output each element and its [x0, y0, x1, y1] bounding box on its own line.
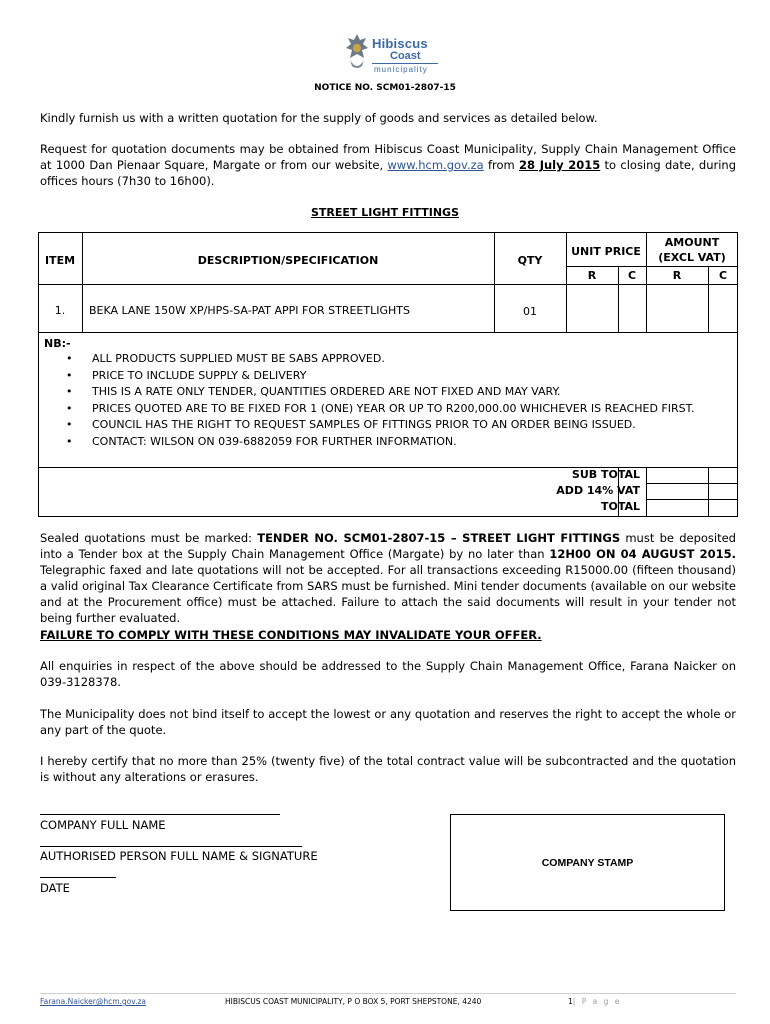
sub-total-label: SUB TOTAL: [571, 468, 640, 481]
row-qty: 01: [523, 305, 537, 318]
footer-email[interactable]: Farana.Naicker@hcm.gov.za: [40, 997, 147, 1006]
logo-divider: [372, 63, 438, 64]
header-amount: AMOUNT: [664, 236, 720, 249]
authorised-label: AUTHORISED PERSON FULL NAME & SIGNATURE: [40, 849, 318, 863]
intro-paragraph: Kindly furnish us with a written quotation for the supply of goods and services as detailed below.: [40, 111, 598, 125]
header-amount-r: R: [672, 269, 682, 282]
request-text-1: Request for quotation documents may be obtained from Hibiscus Coast Municipality, Supply Chain Management Office at 1000 Dan Pienaar Square, Margate or from our website,: [40, 142, 736, 172]
page-label: | P a g e: [572, 997, 622, 1006]
row-item: 1.: [54, 304, 66, 317]
section-title: STREET LIGHT FITTINGS: [310, 206, 460, 219]
footer-address: HIBISCUS COAST MUNICIPALITY, P O BOX 5, PORT SHEPSTONE, 4240: [225, 997, 482, 1006]
header-amount-c: C: [718, 269, 728, 282]
logo-tagline: municipality: [374, 65, 428, 74]
note-item: • CONTACT: WILSON ON 039-6882059 FOR FURTHER INFORMATION.: [66, 434, 695, 451]
nb-label: NB:-: [44, 337, 71, 350]
footer-rule: [40, 993, 736, 994]
note-item: • THIS IS A RATE ONLY TENDER, QUANTITIES ORDERED ARE NOT FIXED AND MAY VARY.: [66, 384, 695, 401]
municipality-logo: [340, 30, 440, 76]
company-name-label: COMPANY FULL NAME: [40, 818, 166, 832]
tender-reference: TENDER NO. SCM01-2807-15 – STREET LIGHT FITTINGS: [257, 531, 621, 545]
sealed-text-1: Sealed quotations must be marked:: [40, 531, 258, 545]
header-unit-price: UNIT PRICE: [571, 245, 641, 258]
total-label: TOTAL: [600, 500, 640, 513]
request-text-3: to closing date, during offices hours (7h30 to 16h00).: [40, 158, 736, 188]
disclaimer-text: The Municipality does not bind itself to accept the lowest or any quotation and reserves the right to accept the whole or any part of the quote.: [40, 707, 736, 737]
date-label: DATE: [40, 881, 70, 895]
logo-name-line1: Hibiscus: [372, 36, 428, 51]
row-description: BEKA LANE 150W XP/HPS-SA-PAT APPI FOR STREETLIGHTS: [89, 304, 410, 317]
authorised-line: [40, 846, 302, 847]
website-link[interactable]: www.hcm.gov.za: [387, 158, 484, 172]
note-item: • ALL PRODUCTS SUPPLIED MUST BE SABS APPROVED.: [66, 351, 695, 368]
note-item: • COUNCIL HAS THE RIGHT TO REQUEST SAMPLES OF FITTINGS PRIOR TO AN ORDER BEING ISSUED.: [66, 417, 695, 434]
page-number-value: 1: [568, 997, 573, 1006]
sealed-text-2: must be deposited into a Tender box at the Supply Chain Management Office (Margate) by no later than: [40, 531, 736, 561]
note-item: • PRICES QUOTED ARE TO BE FIXED FOR 1 (ONE) YEAR OR UP TO R200,000.00 WHICHEVER IS REACHED FIRST.: [66, 401, 695, 418]
closing-deadline: 12H00 ON 04 AUGUST 2015.: [549, 547, 736, 561]
request-paragraph: [40, 141, 736, 189]
notice-number: NOTICE NO. SCM01-2807-15: [314, 83, 456, 93]
header-qty: QTY: [517, 254, 543, 267]
logo-name-line2: Coast: [390, 50, 421, 62]
sealed-paragraph: [40, 530, 736, 626]
header-item: ITEM: [44, 254, 76, 267]
request-date: 28 July 2015: [519, 158, 601, 172]
sealed-text-3: Telegraphic faxed and late quotations will not be accepted. For all transactions exceeding R15000.00 (fifteen thousand) a valid original Tax Clearance Certificate from SARS must be furnished. Mini tender documents (available on our website and at the Procurement office) must be attached. Failure to attach the said documents will result in your tender not being further evaluated.: [40, 563, 736, 625]
page-number: [568, 997, 621, 1006]
enquiries-text: All enquiries in respect of the above should be addressed to the Supply Chain Management Office, Farana Naicker on 039-3128378.: [40, 659, 736, 689]
warning-text: FAILURE TO COMPLY WITH THESE CONDITIONS MAY INVALIDATE YOUR OFFER.: [40, 628, 542, 642]
company-stamp-box: [450, 814, 725, 911]
request-text-2: from: [483, 158, 520, 172]
notes-list: [66, 351, 695, 450]
header-excl-vat: (EXCL VAT): [658, 251, 726, 264]
company-name-line: [40, 814, 280, 815]
certification-text: I hereby certify that no more than 25% (twenty five) of the total contract value will be subcontracted and the quotation is without any alterations or erasures.: [40, 754, 736, 784]
header-unit-r: R: [587, 269, 597, 282]
crest-icon: [344, 32, 370, 72]
company-stamp-label: COMPANY STAMP: [541, 857, 634, 869]
vat-label: ADD 14% VAT: [556, 484, 640, 497]
header-unit-c: C: [627, 269, 637, 282]
date-line: [40, 877, 116, 878]
note-item: • PRICE TO INCLUDE SUPPLY & DELIVERY: [66, 368, 695, 385]
header-description: DESCRIPTION/SPECIFICATION: [197, 254, 379, 267]
